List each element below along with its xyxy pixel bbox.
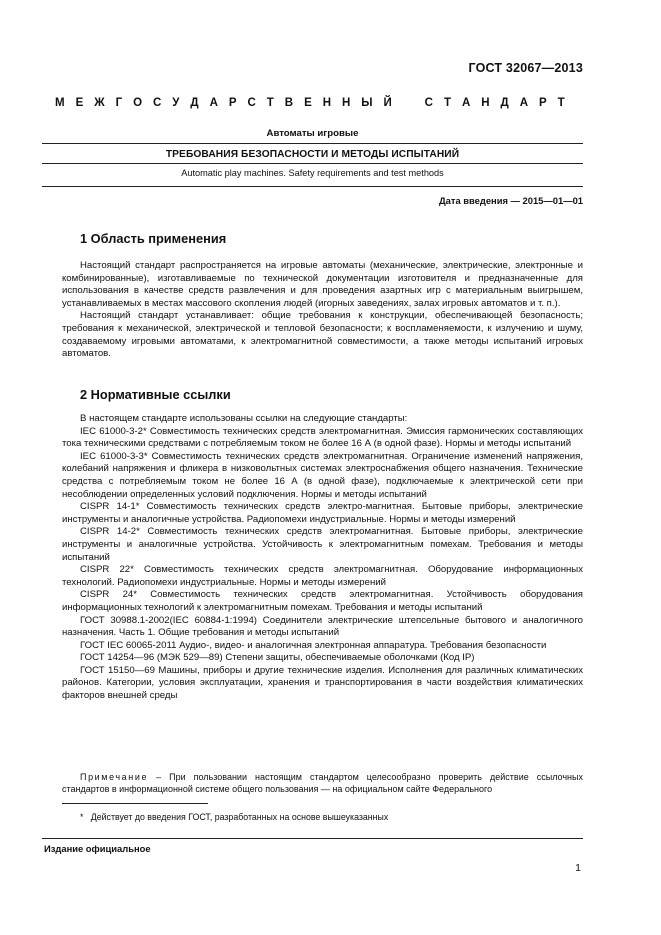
banner-letter: У	[172, 97, 180, 109]
banner-letter: Д	[190, 97, 199, 109]
banner-letter: Ж	[94, 97, 105, 109]
official-edition-divider	[42, 838, 583, 839]
footnote-mark: *	[80, 812, 84, 822]
banner-letter: Т	[557, 97, 565, 109]
footnote	[80, 812, 388, 822]
note-label: Примечание	[80, 772, 149, 782]
banner-letter: Р	[228, 97, 237, 109]
banner-letter: Ы	[361, 97, 373, 109]
banner-letter: Д	[500, 97, 509, 109]
title-subject: Автоматы игровые	[266, 128, 359, 139]
page-number: 1	[575, 862, 581, 874]
section-2-body	[62, 413, 583, 703]
reference-item: CISPR 14-1* Совместимость технических средств электро-магнитная. Бытовые приборы, электрические инструменты и аналогичные устройства. Радиопомехи индустриальные. Нормы и методы измерений	[62, 501, 583, 525]
section-2-heading: 2 Нормативные ссылки	[80, 387, 231, 402]
reference-item: CISPR 22* Совместимость технических средств электромагнитная. Оборудование информационных технологий. Радиопомехи индустриальные. Нормы и методы измерений	[62, 564, 583, 588]
section-1-heading: 1 Область применения	[80, 231, 227, 246]
section-1-body	[62, 260, 583, 361]
reference-item: ГОСТ 15150—69 Машины, приборы и другие технические изделия. Исполнения для различных климатических районов. Категории, условия эксплуатации, хранения и транспортирования в части воздействия климатических факторов внешней среды	[62, 664, 583, 702]
banner-letter: Т	[266, 97, 274, 109]
title-divider-bottom	[42, 186, 583, 187]
banner-letter: С	[247, 97, 256, 109]
official-edition: Издание официальное	[44, 843, 151, 854]
banner-letter: С	[153, 97, 162, 109]
banner-letter: С	[424, 97, 433, 109]
standard-code: ГОСТ 32067—2013	[468, 61, 583, 75]
reference-item: ГОСТ 30988.1-2002(IEC 60884-1:1994) Соединители электрические штепсельные бытового и аналогичного назначения. Часть 1. Общие требования и методы испытаний	[62, 614, 583, 639]
banner-letter: Н	[481, 97, 490, 109]
introduction-date: Дата введения — 2015—01—01	[438, 195, 583, 206]
banner-letter: Е	[75, 97, 84, 109]
banner-letter: Н	[341, 97, 351, 109]
banner-letter: Г	[115, 97, 123, 109]
banner-letter: Н	[322, 97, 332, 109]
note-block	[62, 771, 583, 796]
banner-letter: Т	[443, 97, 451, 109]
banner-letter: А	[209, 97, 218, 109]
reference-item: IEC 61000-3-3* Совместимость технических средств электромагнитная. Ограничение изменений напряжения, колебаний напряжения и фликера в низковольтных системах электроснабжения общего назначения. Технические средства с потребляемым током не более 16 А (в одной фазе), подключаемые к электрической сети при несоблюдении определенных условий подключения. Нормы и методы испытаний	[62, 450, 583, 500]
reference-item: CISPR 14-2* Совместимость технических средств электромагнитная. Бытовые приборы, электрические инструменты и аналогичные устройства. Устойчивость к электромагнитным помехам. Требования и методы испытаний	[62, 526, 583, 563]
footnote-separator	[62, 803, 208, 804]
note-paragraph	[62, 771, 583, 796]
title-divider-top	[42, 143, 583, 144]
footnote-text: Действует до введения ГОСТ, разработанных на основе вышеуказанных	[90, 812, 389, 822]
banner-letter: Р	[538, 97, 547, 109]
section-1-paragraph: Настоящий стандарт устанавливает: общие требования к конструкции, обеспечивающей безопасность; требования к механической, электрической и тепловой безопасности; к воспламеняемости, к излучению и шуму, создаваемому игровыми автоматами, к электромагнитной совместимости, а также методы испытаний игровых автоматов.	[62, 310, 583, 360]
title-english: Automatic play machines. Safety requirements and test methods	[181, 168, 444, 178]
note-text: – При пользовании настоящим стандартом целесообразно проверить действие ссылочных стандартов в информационной системе общего пользования — на официальном сайте Федерального	[62, 772, 583, 795]
reference-item: IEC 61000-3-2* Совместимость технических средств электромагнитная. Эмиссия гармонических составляющих тока техническими средствами с потребляемым током не более 16 А (в одной фазе). Нормы и методы испытаний	[62, 425, 583, 450]
references-intro: В настоящем стандарте использованы ссылки на следующие стандарты:	[80, 413, 408, 424]
banner-letter: М	[55, 97, 65, 109]
reference-item: ГОСТ IEC 60065-2011 Аудио-, видео- и аналогичная электронная аппаратура. Требования безопасности	[80, 639, 547, 651]
title-main: ТРЕБОВАНИЯ БЕЗОПАСНОСТИ И МЕТОДЫ ИСПЫТАНИЙ	[165, 149, 460, 160]
banner-letter: Й	[383, 97, 392, 109]
title-divider-middle	[42, 163, 583, 164]
banner-letter: О	[133, 97, 143, 109]
banner-letter: Е	[304, 97, 312, 109]
section-1-paragraph: Настоящий стандарт распространяется на игровые автоматы (механические, электрические, электронные и комбинированные), изготавливаемые по технической документации изготовителя и предназначенные для использования в качестве средств развлечения и для проведения азартных игр с материальным выигрышем, устанавливаемых в местах массового скопления людей (игорных заведениях, залах игровых автоматов и т. п.).	[62, 260, 583, 309]
banner-letter: А	[461, 97, 471, 109]
banner-letter: В	[284, 97, 294, 109]
reference-item: ГОСТ 14254—96 (МЭК 529—89) Степени защиты, обеспечиваемые оболочками (Код IP)	[80, 652, 475, 664]
interstate-standard-banner	[55, 97, 565, 109]
banner-letter: А	[519, 97, 528, 109]
reference-item: CISPR 24* Совместимость технических средств электромагнитная. Устойчивость оборудования информационных технологий к электромагнитным помехам. Требования и методы испытаний	[62, 589, 583, 613]
